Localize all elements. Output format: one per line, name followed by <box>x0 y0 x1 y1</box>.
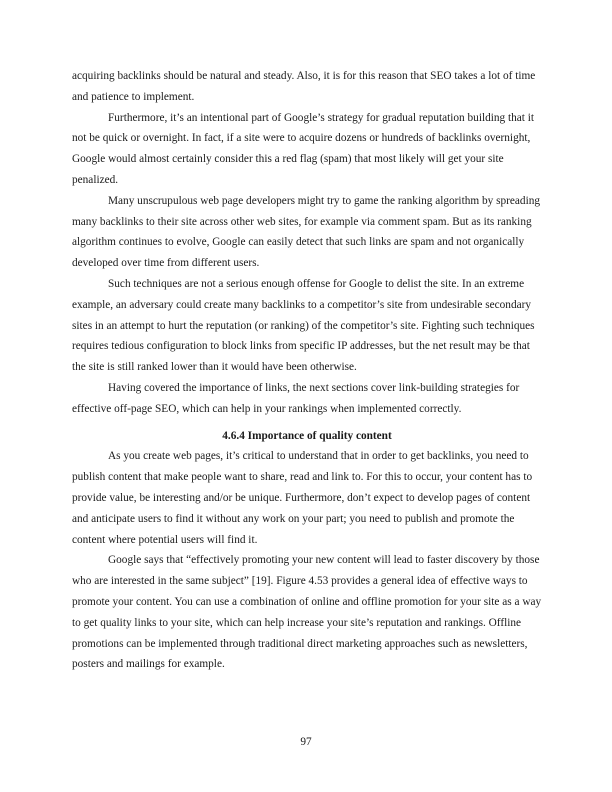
page-number: 97 <box>300 736 312 748</box>
page-body <box>72 66 542 675</box>
paragraph-adversary-example: Such techniques are not a serious enough offense for Google to delist the site. In an extreme example, an adversary could create many backlinks to a competitor’s site from undesirable secondary sites in an attempt to hurt the reputation (or ranking) of the competitor’s site. Fighting such techniques requires tedious configuration to block links from specific IP addresses, but the net result may be that the site is still ranked lower than it would have been otherwise. <box>72 277 535 374</box>
paragraph-continuation: acquiring backlinks should be natural and steady. Also, it is for this reason that SEO takes a lot of time and patience to implement. <box>72 70 536 103</box>
paragraph-link-building-intro: Having covered the importance of links, the next sections cover link-building strategies for effective off-page SEO, which can help in your rankings when implemented correctly. <box>72 381 520 415</box>
paragraph-quality-content: As you create web pages, it’s critical to understand that in order to get backlinks, you need to publish content that make people want to share, read and link to. For this to occur, your content has to provide value, be interesting and/or be unique. Furthermore, don’t expect to develop pages of content and anticipate users to find it without any work on your part; you need to publish and promote the content where potential users will find it. <box>72 450 533 546</box>
paragraph-promoting-content: Google says that “effectively promoting your new content will lead to faster discovery by those who are interested in the same subject” [19]. Figure 4.53 provides a general idea of effective ways to promote your content. You can use a combination of online and offline promotion for your site as a way to get quality links to your site, which can help increase your site’s reputation and rankings. Offline promotions can be implemented through traditional direct marketing approaches such as newsletters, posters and mailings for example. <box>72 554 542 671</box>
paragraph-gradual-reputation: Furthermore, it’s an intentional part of Google’s strategy for gradual reputation building that it not be quick or overnight. In fact, if a site were to acquire dozens or hundreds of backlinks overnight, Google would almost certainly consider this a red flag (spam) that most likely will get your site penalized. <box>72 111 535 186</box>
section-heading: 4.6.4 Importance of quality content <box>222 429 392 442</box>
paragraph-unscrupulous-developers: Many unscrupulous web page developers might try to game the ranking algorithm by spreading many backlinks to their site across other web sites, for example via comment spam. But as its ranking algorithm continues to evolve, Google can easily detect that such links are spam and not organically developed over time from different users. <box>72 194 541 270</box>
